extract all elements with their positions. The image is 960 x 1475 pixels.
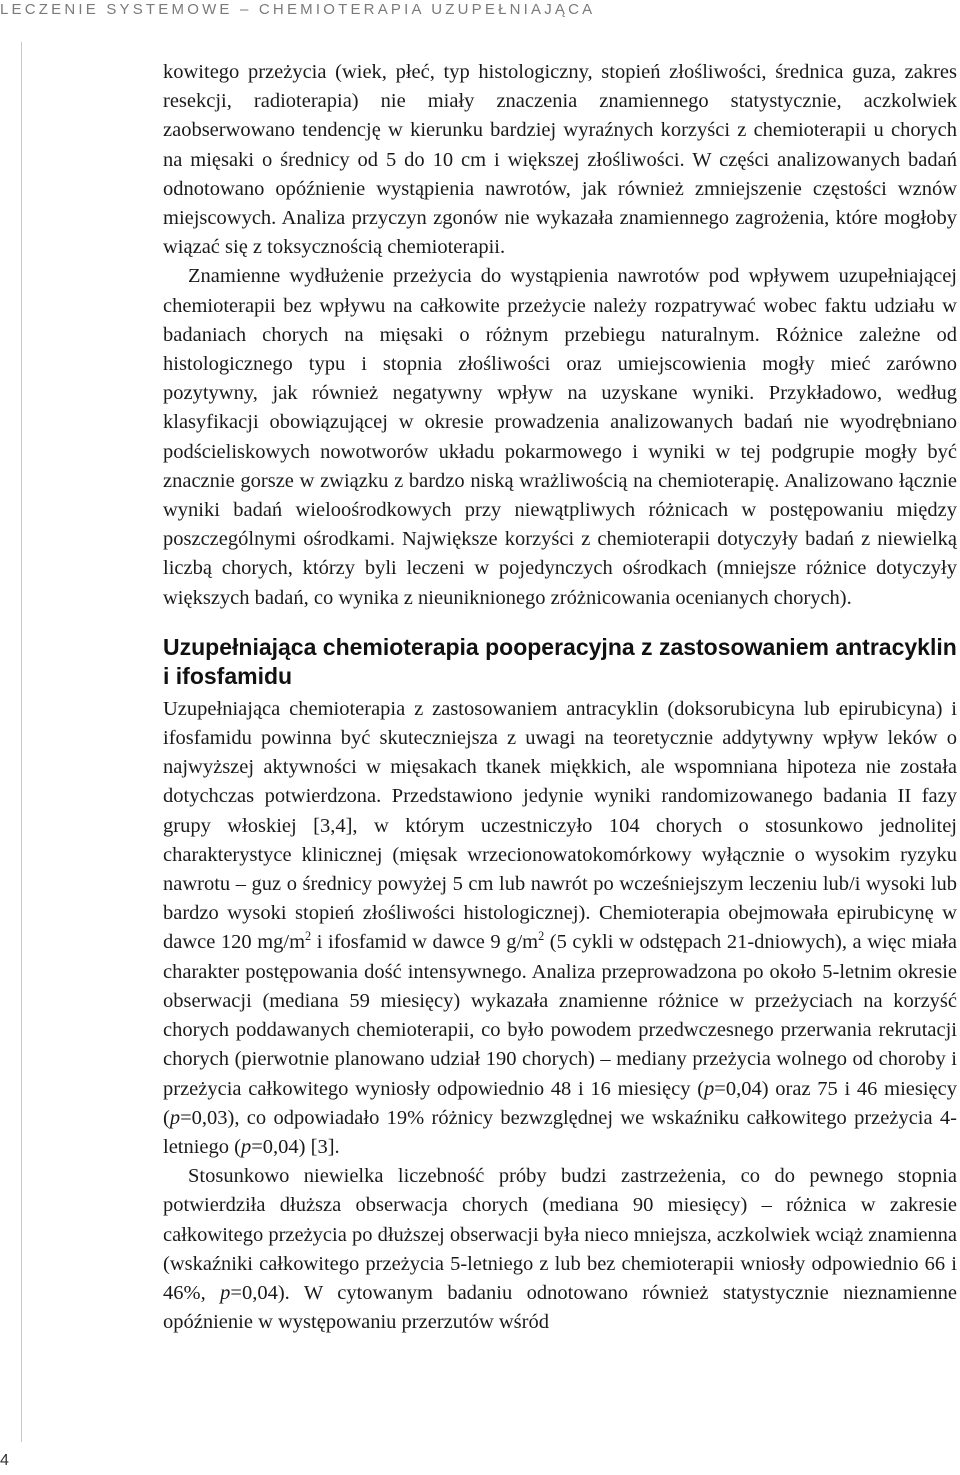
paragraph-3-text-5: =0,03), co odpowiadało 19% różnicy bezwzględnej we wskaźniku całkowitego przeżycia 4-letniego (: [163, 1106, 957, 1158]
running-header: LECZENIE SYSTEMOWE – CHEMIOTERAPIA UZUPEŁNIAJĄCA: [0, 1, 596, 18]
page-number: 4: [0, 1452, 9, 1469]
paragraph-3-text-1: Uzupełniająca chemioterapia z zastosowaniem antracyklin (doksorubicyna lub epirubicyna) i ifosfamidu powinna być skuteczniejsza z uwagi na teoretycznie addytywny wpływ leków o najwyższej aktywności w mięsakach tkanek miękkich, ale wspomniana hipoteza nie została dotychczas potwierdzona. Przedstawiono jedynie wyniki randomizowanego badania II fazy grupy włoskiej [3,4], w którym uczestniczyło 104 chorych o stosunkowo jednolitej charakterystyce klinicznej (mięsak wrzecionowatokomórkowy wyłącznie o wysokim ryzyku nawrotu – guz o średnicy powyżej 5 cm lub nawrót po wcześniejszym leczeniu lub/i wysoki lub bardzo wysoki stopień złośliwości histologicznej). Chemioterapia obejmowała epirubicynę w dawce 120 mg/m: [163, 697, 957, 954]
paragraph-4: [163, 1162, 957, 1337]
section-heading: Uzupełniająca chemioterapia pooperacyjna z zastosowaniem antracyklin i ifosfamidu: [163, 633, 957, 689]
p-value-symbol: p: [169, 1106, 181, 1129]
paragraph-3-text-3: (5 cykli w odstępach 21-dniowych), a więc miała charakter postępowania dość intensywnego. Analiza przeprowadzona po około 5-letnim okresie obserwacji (mediana 59 miesięcy) wykazała znamienne różnice w przeżyciach na korzyść chorych poddawanych chemioterapii, co było powodem przedwczesnego przerwania rekrutacji chorych (pierwotnie planowano udział 190 chorych) – mediany przeżycia wolnego od choroby i przeżycia całkowitego wyniosły odpowiednio 48 i 16 miesięcy (: [163, 931, 957, 1100]
paragraph-1: kowitego przeżycia (wiek, płeć, typ histologiczny, stopień złośliwości, średnica guza, zakres resekcji, radioterapia) nie miały znaczenia znamiennego statystycznie, aczkolwiek zaobserwowano tendencję w kierunku bardziej wyraźnych korzyści z chemioterapii u chorych na mięsaki o średnicy od 5 do 10 cm i większej złośliwości. W części analizowanych badań odnotowano opóźnienie wystąpienia nawrotów, jak również zmniejszenie częstości wznów miejscowych. Analiza przyczyn zgonów nie wykazała znamiennego zagrożenia, które mogłoby wiązać się z toksycznością chemioterapii.: [163, 61, 957, 259]
superscript-2: 2: [538, 929, 545, 944]
p-value-symbol: p: [241, 1135, 252, 1158]
margin-rule: [21, 42, 22, 1442]
paragraph-4-text-2: =0,04). W cytowanym badaniu odnotowano również statystycznie nieznamienne opóźnienie w występowaniu przerzutów wśród: [163, 1281, 958, 1334]
paragraph-2: Znamienne wydłużenie przeżycia do wystąpienia nawrotów pod wpływem uzupełniającej chemioterapii bez wpływu na całkowite przeżycie należy rozpatrywać wobec faktu udziału w badaniach chorych na mięsaki o różnym przebiegu naturalnym. Różnice zależne od histologicznego typu i stopnia złośliwości oraz umiejscowienia mogły mieć zarówno pozytywny, jak również negatywny wpływ na uzyskane wyniki. Przykładowo, według klasyfikacji obowiązującej w okresie prowadzenia analizowanych badań nie wyodrębniano podścieliskowych nowotworów układu pokarmowego i wyniki w tej podgrupie mogły być znacznie gorsze w związku z bardzo niską wrażliwością na chemioterapię. Analizowano łącznie wyniki badań wieloośrodkowych przy niewątpliwych różnicach w postępowaniu między poszczególnymi ośrodkami. Największe korzyści z chemioterapii dotyczyły badań z niewielką liczbą chorych, którzy byli leczeni w pojedynczych ośrodkach (mniejsze różnice dotyczyły większych badań, co wynika z nieuniknionego zróżnicowania ocenianych chorych).: [163, 265, 957, 609]
p-value-symbol: p: [704, 1077, 715, 1100]
paragraph-3-text-6: =0,04) [3].: [251, 1135, 340, 1158]
p-value-symbol: p: [220, 1281, 231, 1304]
paragraph-3: [163, 695, 957, 1162]
superscript-2: 2: [305, 929, 312, 944]
paragraph-3-text-4: =0,04) oraz 75 i 46 miesięcy (: [163, 1077, 957, 1129]
article-body: [163, 58, 957, 1337]
paragraph-3-text-2: i ifosfamid w dawce 9 g/m: [311, 931, 539, 954]
paragraph-4-text-1: Stosunkowo niewielka liczebność próby budzi zastrzeżenia, co do pewnego stopnia potwierdziła dłuższa obserwacja chorych (mediana 90 miesięcy) – różnica w zakresie całkowitego przeżycia po dłuższej obserwacji była nieco mniejsza, aczkolwiek wciąż znamienna (wskaźniki całkowitego przeżycia 5-letniego z lub bez chemioterapii wniosły odpowiednio 66 i 46%,: [163, 1165, 958, 1304]
